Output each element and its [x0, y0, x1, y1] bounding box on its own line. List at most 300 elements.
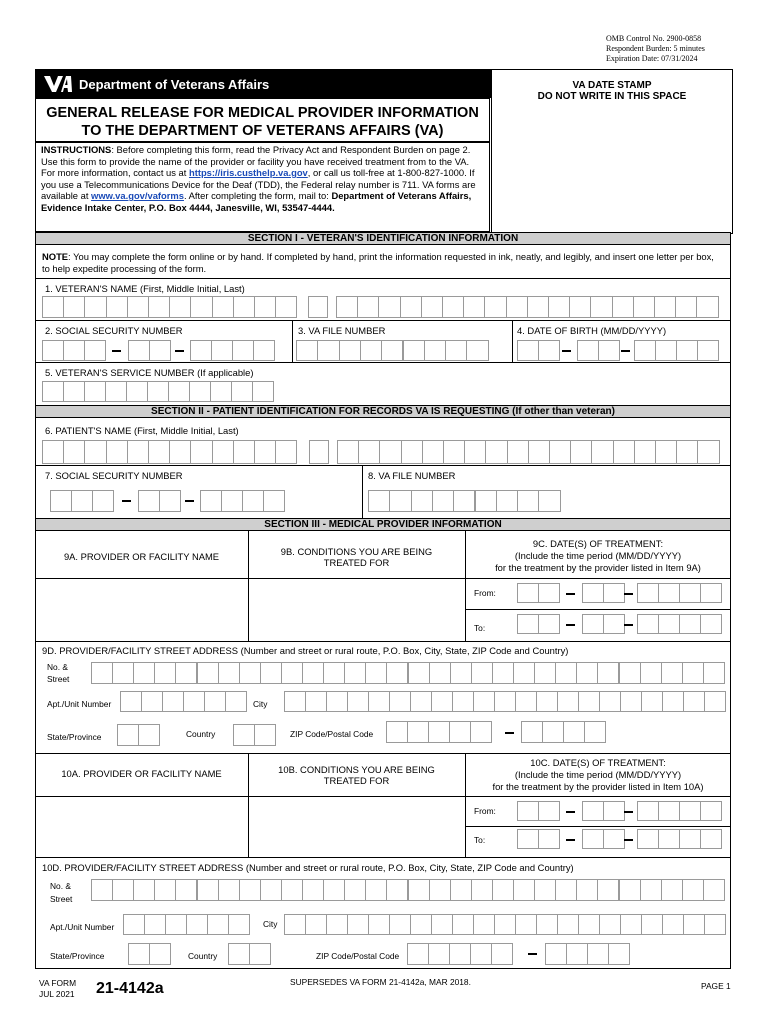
city-box-9[interactable] — [599, 691, 621, 712]
va-file-box[interactable] — [445, 340, 467, 361]
date-box[interactable] — [658, 614, 680, 634]
va-file-box[interactable] — [403, 340, 425, 361]
patient-last-name-box[interactable] — [528, 440, 550, 464]
city-box-10[interactable] — [410, 914, 432, 935]
first-name-box[interactable] — [127, 296, 149, 318]
service-number-box[interactable] — [42, 381, 64, 402]
last-name-box[interactable] — [569, 296, 591, 318]
patient-va-file-box[interactable] — [368, 490, 390, 512]
street-box-10[interactable] — [429, 879, 451, 901]
ssn-box[interactable] — [211, 340, 233, 361]
zip-box-10[interactable] — [566, 943, 588, 965]
patient-last-name-box[interactable] — [591, 440, 613, 464]
last-name-box[interactable] — [378, 296, 400, 318]
city-box-10[interactable] — [431, 914, 453, 935]
patient-first-name-box[interactable] — [148, 440, 170, 464]
separator-dash — [621, 350, 630, 352]
va-file-box[interactable] — [360, 340, 382, 361]
ssn-box[interactable] — [128, 340, 150, 361]
patient-ssn-box[interactable] — [221, 490, 243, 512]
date-box[interactable] — [679, 801, 701, 821]
last-name-box[interactable] — [421, 296, 443, 318]
dob-box[interactable] — [676, 340, 698, 361]
apt-box-9[interactable] — [120, 691, 142, 712]
last-name-box[interactable] — [590, 296, 612, 318]
date-box[interactable] — [582, 583, 604, 603]
city-box-10[interactable] — [326, 914, 348, 935]
last-name-box[interactable] — [675, 296, 697, 318]
patient-va-file-box[interactable] — [453, 490, 475, 512]
street-box-10[interactable] — [218, 879, 240, 901]
city-box-9[interactable] — [368, 691, 390, 712]
street-box-9[interactable] — [640, 662, 662, 684]
date-box[interactable] — [603, 801, 625, 821]
city-box-10[interactable] — [284, 914, 306, 935]
street-box-10[interactable] — [133, 879, 155, 901]
city-box-10[interactable] — [578, 914, 600, 935]
first-name-box[interactable] — [275, 296, 297, 318]
street-box-10[interactable] — [619, 879, 641, 901]
street-box-9[interactable] — [682, 662, 704, 684]
date-box[interactable] — [517, 614, 539, 634]
street-box-10[interactable] — [555, 879, 577, 901]
country-box-9[interactable] — [254, 724, 276, 746]
street-box-10[interactable] — [386, 879, 408, 901]
apt-box-10[interactable] — [228, 914, 250, 935]
street-box-10[interactable] — [239, 879, 261, 901]
street-box-9[interactable] — [365, 662, 387, 684]
last-name-box[interactable] — [463, 296, 485, 318]
first-name-box[interactable] — [190, 296, 212, 318]
patient-last-name-box[interactable] — [676, 440, 698, 464]
patient-last-name-box[interactable] — [379, 440, 401, 464]
patient-va-file-box[interactable] — [496, 490, 518, 512]
street-box-9[interactable] — [197, 662, 219, 684]
va-file-box[interactable] — [296, 340, 318, 361]
city-box-9[interactable] — [347, 691, 369, 712]
patient-last-name-box[interactable] — [464, 440, 486, 464]
street-box-10[interactable] — [682, 879, 704, 901]
dob-box[interactable] — [517, 340, 539, 361]
date-box[interactable] — [582, 829, 604, 849]
street-box-9[interactable] — [429, 662, 451, 684]
service-number-box[interactable] — [210, 381, 232, 402]
service-number-box[interactable] — [147, 381, 169, 402]
last-name-box[interactable] — [654, 296, 676, 318]
date-box[interactable] — [679, 614, 701, 634]
city-box-9[interactable] — [431, 691, 453, 712]
street-box-10[interactable] — [450, 879, 472, 901]
city-label-9: City — [253, 699, 268, 709]
zip-box-10[interactable] — [491, 943, 513, 965]
patient-first-name-box[interactable] — [63, 440, 85, 464]
patient-last-name-box[interactable] — [655, 440, 677, 464]
street-box-9[interactable] — [471, 662, 493, 684]
city-box-10[interactable] — [389, 914, 411, 935]
date-box[interactable] — [517, 829, 539, 849]
patient-ssn-box[interactable] — [71, 490, 93, 512]
city-box-9[interactable] — [410, 691, 432, 712]
patient-last-name-box[interactable] — [507, 440, 529, 464]
street-box-9[interactable] — [534, 662, 556, 684]
street-box-9[interactable] — [492, 662, 514, 684]
apt-box-10[interactable] — [165, 914, 187, 935]
city-box-10[interactable] — [452, 914, 474, 935]
date-box[interactable] — [582, 801, 604, 821]
first-name-box[interactable] — [42, 296, 64, 318]
patient-last-name-box[interactable] — [443, 440, 465, 464]
service-number-box[interactable] — [168, 381, 190, 402]
patient-first-name-box[interactable] — [169, 440, 191, 464]
city-box-9[interactable] — [452, 691, 474, 712]
date-box[interactable] — [538, 829, 560, 849]
street-box-9[interactable] — [344, 662, 366, 684]
date-box[interactable] — [637, 801, 659, 821]
city-box-9[interactable] — [326, 691, 348, 712]
apt-box-9[interactable] — [204, 691, 226, 712]
street-box-10[interactable] — [408, 879, 430, 901]
zip-box-10[interactable] — [545, 943, 567, 965]
patient-va-file-box[interactable] — [389, 490, 411, 512]
first-name-box[interactable] — [106, 296, 128, 318]
date-box[interactable] — [700, 614, 722, 634]
service-number-box[interactable] — [252, 381, 274, 402]
item9b-line2: TREATED FOR — [323, 557, 390, 568]
zip-box-10[interactable] — [428, 943, 450, 965]
dob-box[interactable] — [655, 340, 677, 361]
patient-va-file-box[interactable] — [432, 490, 454, 512]
street-box-10[interactable] — [154, 879, 176, 901]
date-box[interactable] — [603, 583, 625, 603]
street-box-9[interactable] — [218, 662, 240, 684]
date-box[interactable] — [658, 801, 680, 821]
service-number-box[interactable] — [189, 381, 211, 402]
patient-middle-initial-box[interactable] — [309, 440, 329, 464]
service-number-box[interactable] — [105, 381, 127, 402]
apt-box-10[interactable] — [123, 914, 145, 935]
street-box-9[interactable] — [513, 662, 535, 684]
patient-first-name-box[interactable] — [233, 440, 255, 464]
va-file-box[interactable] — [466, 340, 488, 361]
state-box-10[interactable] — [149, 943, 171, 965]
street-box-10[interactable] — [112, 879, 134, 901]
dob-box[interactable] — [538, 340, 560, 361]
street-box-10[interactable] — [471, 879, 493, 901]
separator-dash — [566, 839, 575, 841]
service-number-box[interactable] — [126, 381, 148, 402]
street-box-10[interactable] — [302, 879, 324, 901]
street-box-9[interactable] — [576, 662, 598, 684]
va-file-box[interactable] — [339, 340, 361, 361]
apt-box-10[interactable] — [207, 914, 229, 935]
street-box-9[interactable] — [555, 662, 577, 684]
country-label-9: Country — [186, 729, 216, 739]
street-box-10[interactable] — [492, 879, 514, 901]
street-box-9[interactable] — [91, 662, 113, 684]
state-box-9[interactable] — [138, 724, 160, 746]
street-box-10[interactable] — [513, 879, 535, 901]
city-box-9[interactable] — [578, 691, 600, 712]
patient-ssn-box[interactable] — [159, 490, 181, 512]
city-box-10[interactable] — [641, 914, 663, 935]
street-box-9[interactable] — [703, 662, 725, 684]
zip-box-9[interactable] — [428, 721, 450, 743]
first-name-box[interactable] — [233, 296, 255, 318]
zip-box-10[interactable] — [407, 943, 429, 965]
zip-box-10[interactable] — [470, 943, 492, 965]
va-file-box[interactable] — [317, 340, 339, 361]
street-box-9[interactable] — [597, 662, 619, 684]
last-name-box[interactable] — [484, 296, 506, 318]
street-box-9[interactable] — [175, 662, 197, 684]
last-name-box[interactable] — [336, 296, 358, 318]
street-box-10[interactable] — [281, 879, 303, 901]
zip-box-9[interactable] — [521, 721, 543, 743]
ssn-box[interactable] — [42, 340, 64, 361]
ssn-box[interactable] — [190, 340, 212, 361]
city-box-9[interactable] — [620, 691, 642, 712]
date-box[interactable] — [658, 583, 680, 603]
first-name-box[interactable] — [84, 296, 106, 318]
dob-box[interactable] — [577, 340, 599, 361]
iris-link[interactable]: https://iris.custhelp.va.gov — [188, 167, 308, 178]
street-box-10[interactable] — [661, 879, 683, 901]
date-box[interactable] — [517, 583, 539, 603]
state-box-10[interactable] — [128, 943, 150, 965]
patient-va-file-box[interactable] — [475, 490, 497, 512]
ssn-box[interactable] — [232, 340, 254, 361]
city-box-9[interactable] — [284, 691, 306, 712]
street-box-9[interactable] — [386, 662, 408, 684]
street-box-9[interactable] — [260, 662, 282, 684]
last-name-box[interactable] — [612, 296, 634, 318]
patient-last-name-box[interactable] — [549, 440, 571, 464]
street-box-10[interactable] — [597, 879, 619, 901]
section3-header: SECTION III - MEDICAL PROVIDER INFORMATION — [35, 518, 731, 531]
patient-last-name-box[interactable] — [401, 440, 423, 464]
date-box[interactable] — [603, 614, 625, 634]
city-box-9[interactable] — [536, 691, 558, 712]
va-file-box[interactable] — [424, 340, 446, 361]
street-box-9[interactable] — [619, 662, 641, 684]
va-file-box[interactable] — [381, 340, 403, 361]
zip-box-10[interactable] — [449, 943, 471, 965]
street-box-9[interactable] — [450, 662, 472, 684]
city-box-9[interactable] — [641, 691, 663, 712]
date-box[interactable] — [700, 583, 722, 603]
street-box-9[interactable] — [323, 662, 345, 684]
service-number-box[interactable] — [63, 381, 85, 402]
street-box-9[interactable] — [154, 662, 176, 684]
patient-first-name-box[interactable] — [212, 440, 234, 464]
city-box-10[interactable] — [536, 914, 558, 935]
city-box-9[interactable] — [515, 691, 537, 712]
dob-box[interactable] — [598, 340, 620, 361]
city-box-10[interactable] — [494, 914, 516, 935]
date-box[interactable] — [700, 829, 722, 849]
first-name-box[interactable] — [148, 296, 170, 318]
country-label-10: Country — [188, 951, 218, 961]
patient-first-name-box[interactable] — [42, 440, 64, 464]
date-box[interactable] — [658, 829, 680, 849]
patient-last-name-box[interactable] — [697, 440, 719, 464]
footer-date: JUL 2021 — [39, 989, 75, 999]
date-box[interactable] — [637, 829, 659, 849]
ssn-box[interactable] — [63, 340, 85, 361]
city-box-10[interactable] — [662, 914, 684, 935]
ssn-box[interactable] — [84, 340, 106, 361]
patient-ssn-box[interactable] — [138, 490, 160, 512]
last-name-box[interactable] — [357, 296, 379, 318]
patient-va-file-box[interactable] — [538, 490, 560, 512]
city-box-9[interactable] — [662, 691, 684, 712]
city-box-10[interactable] — [683, 914, 705, 935]
city-box-10[interactable] — [473, 914, 495, 935]
street-box-10[interactable] — [534, 879, 556, 901]
last-name-box[interactable] — [696, 296, 718, 318]
last-name-box[interactable] — [548, 296, 570, 318]
street-box-9[interactable] — [408, 662, 430, 684]
patient-ssn-box[interactable] — [200, 490, 222, 512]
zip-box-9[interactable] — [386, 721, 408, 743]
street-box-10[interactable] — [260, 879, 282, 901]
patient-last-name-box[interactable] — [485, 440, 507, 464]
city-box-10[interactable] — [620, 914, 642, 935]
street-box-9[interactable] — [281, 662, 303, 684]
patient-last-name-box[interactable] — [613, 440, 635, 464]
patient-last-name-box[interactable] — [422, 440, 444, 464]
zip-box-9[interactable] — [584, 721, 606, 743]
date-box[interactable] — [637, 614, 659, 634]
street-box-9[interactable] — [302, 662, 324, 684]
patient-last-name-box[interactable] — [337, 440, 359, 464]
date-box[interactable] — [679, 829, 701, 849]
city-box-9[interactable] — [305, 691, 327, 712]
street-box-10[interactable] — [344, 879, 366, 901]
last-name-box[interactable] — [527, 296, 549, 318]
street-box-10[interactable] — [323, 879, 345, 901]
city-box-9[interactable] — [683, 691, 705, 712]
date-box[interactable] — [517, 801, 539, 821]
service-number-box[interactable] — [84, 381, 106, 402]
apt-box-10[interactable] — [144, 914, 166, 935]
date-box[interactable] — [700, 801, 722, 821]
street-box-9[interactable] — [112, 662, 134, 684]
street-box-10[interactable] — [91, 879, 113, 901]
date-box[interactable] — [538, 614, 560, 634]
last-name-box[interactable] — [633, 296, 655, 318]
city-box-10[interactable] — [368, 914, 390, 935]
country-box-10[interactable] — [228, 943, 250, 965]
apt-box-9[interactable] — [141, 691, 163, 712]
street-box-10[interactable] — [175, 879, 197, 901]
patient-last-name-box[interactable] — [358, 440, 380, 464]
city-box-10[interactable] — [347, 914, 369, 935]
patient-first-name-box[interactable] — [190, 440, 212, 464]
city-box-10[interactable] — [599, 914, 621, 935]
first-name-box[interactable] — [212, 296, 234, 318]
city-box-9[interactable] — [557, 691, 579, 712]
patient-last-name-box[interactable] — [634, 440, 656, 464]
apt-box-10[interactable] — [186, 914, 208, 935]
patient-ssn-box[interactable] — [50, 490, 72, 512]
date-box[interactable] — [538, 801, 560, 821]
service-number-box[interactable] — [231, 381, 253, 402]
zip-box-9[interactable] — [470, 721, 492, 743]
patient-va-file-box[interactable] — [517, 490, 539, 512]
last-name-box[interactable] — [442, 296, 464, 318]
street-box-9[interactable] — [661, 662, 683, 684]
country-box-9[interactable] — [233, 724, 255, 746]
city-box-9[interactable] — [704, 691, 726, 712]
ssn-box[interactable] — [253, 340, 275, 361]
date-box[interactable] — [538, 583, 560, 603]
date-box[interactable] — [637, 583, 659, 603]
last-name-box[interactable] — [506, 296, 528, 318]
last-name-box[interactable] — [400, 296, 422, 318]
street-box-10[interactable] — [703, 879, 725, 901]
patient-ssn-box[interactable] — [263, 490, 285, 512]
apt-box-9[interactable] — [183, 691, 205, 712]
patient-first-name-box[interactable] — [106, 440, 128, 464]
patient-last-name-box[interactable] — [570, 440, 592, 464]
zip-box-9[interactable] — [563, 721, 585, 743]
zip-box-10[interactable] — [608, 943, 630, 965]
separator-dash — [624, 593, 633, 595]
city-box-10[interactable] — [557, 914, 579, 935]
street-box-9[interactable] — [133, 662, 155, 684]
zip-box-9[interactable] — [407, 721, 429, 743]
patient-ssn-box[interactable] — [242, 490, 264, 512]
patient-first-name-box[interactable] — [275, 440, 297, 464]
country-box-10[interactable] — [249, 943, 271, 965]
date-box[interactable] — [679, 583, 701, 603]
ssn-box[interactable] — [149, 340, 171, 361]
date-box[interactable] — [603, 829, 625, 849]
street-box-10[interactable] — [197, 879, 219, 901]
street-box-10[interactable] — [576, 879, 598, 901]
first-name-box[interactable] — [254, 296, 276, 318]
first-name-box[interactable] — [169, 296, 191, 318]
patient-va-file-box[interactable] — [411, 490, 433, 512]
zip-box-10[interactable] — [587, 943, 609, 965]
street-box-10[interactable] — [365, 879, 387, 901]
patient-first-name-box[interactable] — [127, 440, 149, 464]
apt-box-9[interactable] — [162, 691, 184, 712]
vaforms-link[interactable]: www.va.gov/vaforms — [91, 190, 184, 201]
city-box-10[interactable] — [515, 914, 537, 935]
city-box-9[interactable] — [473, 691, 495, 712]
zip-box-9[interactable] — [449, 721, 471, 743]
zip-box-9[interactable] — [542, 721, 564, 743]
patient-ssn-box[interactable] — [92, 490, 114, 512]
state-box-9[interactable] — [117, 724, 139, 746]
middle-initial-box[interactable] — [308, 296, 328, 318]
street-box-9[interactable] — [239, 662, 261, 684]
city-box-10[interactable] — [704, 914, 726, 935]
patient-first-name-box[interactable] — [254, 440, 276, 464]
dob-box[interactable] — [697, 340, 719, 361]
city-box-10[interactable] — [305, 914, 327, 935]
city-box-9[interactable] — [389, 691, 411, 712]
city-box-9[interactable] — [494, 691, 516, 712]
patient-first-name-box[interactable] — [84, 440, 106, 464]
dob-box[interactable] — [634, 340, 656, 361]
first-name-box[interactable] — [63, 296, 85, 318]
street-box-10[interactable] — [640, 879, 662, 901]
date-box[interactable] — [582, 614, 604, 634]
apt-box-9[interactable] — [225, 691, 247, 712]
